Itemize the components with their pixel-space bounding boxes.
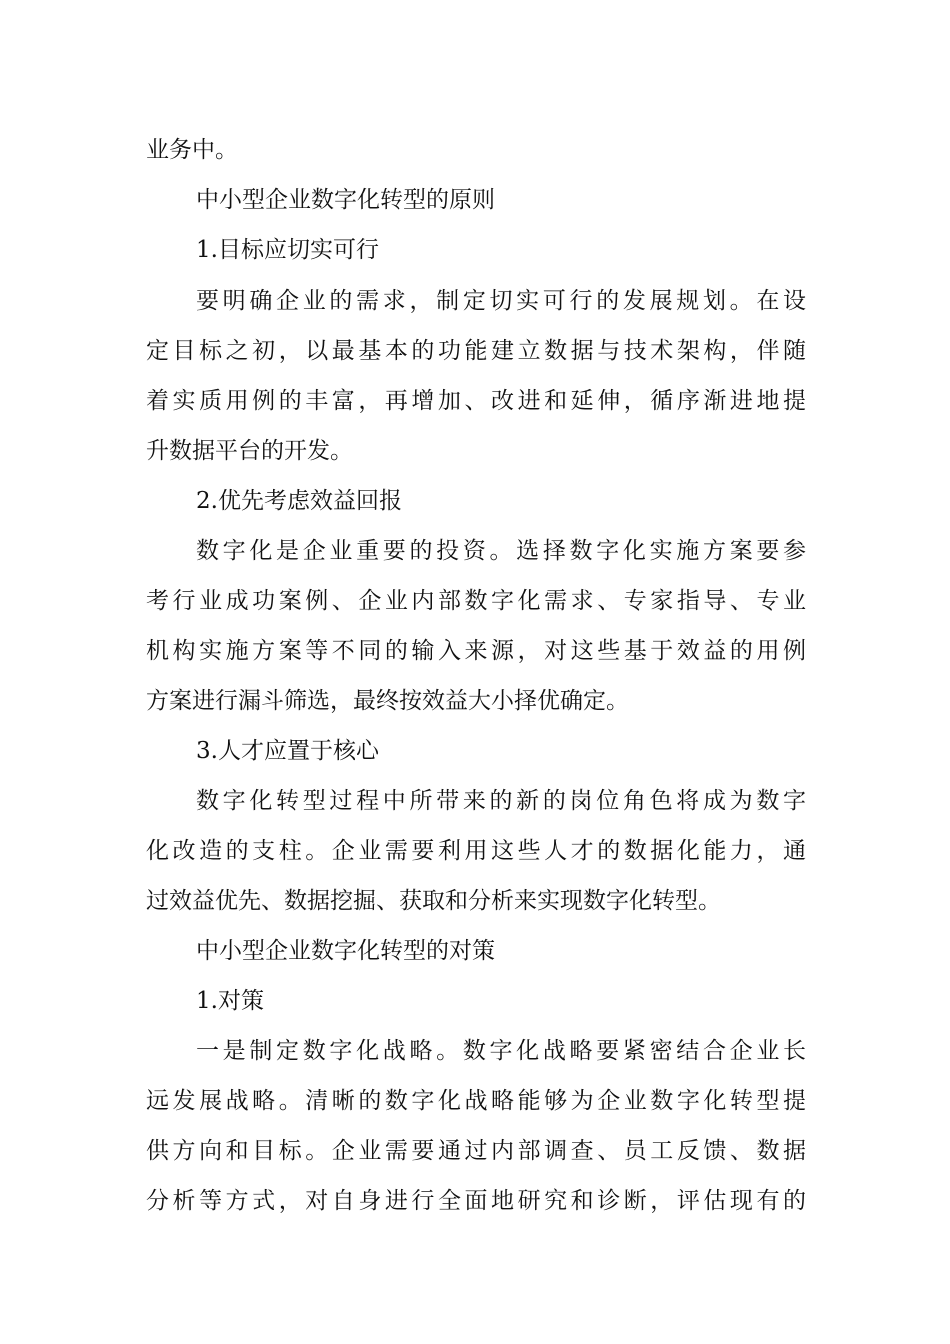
paragraph-line: 升数据平台的开发。 [146, 438, 353, 464]
text-line: 业务中。 [146, 137, 238, 163]
paragraph-line: 过效益优先、数据挖掘、获取和分析来实现数字化转型。 [146, 888, 721, 914]
paragraph-line: 方案进行漏斗筛选，最终按效益大小择优确定。 [146, 688, 629, 714]
section-heading: 中小型企业数字化转型的对策 [196, 938, 495, 964]
paragraph-line: 着实质用例的丰富，再增加、改进和延伸，循序渐进地提 [146, 388, 806, 414]
paragraph-line: 要明确企业的需求，制定切实可行的发展规划。在设 [196, 288, 806, 314]
subheading: 1.对策 [196, 988, 264, 1014]
paragraph-line: 考行业成功案例、企业内部数字化需求、专家指导、专业 [146, 588, 806, 614]
paragraph-line: 供方向和目标。企业需要通过内部调查、员工反馈、数据 [146, 1138, 806, 1164]
paragraph-line: 数字化是企业重要的投资。选择数字化实施方案要参 [196, 538, 806, 564]
paragraph-line: 机构实施方案等不同的输入来源，对这些基于效益的用例 [146, 638, 806, 664]
paragraph-line: 远发展战略。清晰的数字化战略能够为企业数字化转型提 [146, 1088, 806, 1114]
paragraph-line: 分析等方式，对自身进行全面地研究和诊断，评估现有的 [146, 1188, 806, 1214]
subheading: 1.目标应切实可行 [196, 237, 379, 263]
paragraph-line: 数字化转型过程中所带来的新的岗位角色将成为数字 [196, 788, 806, 814]
paragraph-line: 化改造的支柱。企业需要利用这些人才的数据化能力，通 [146, 838, 806, 864]
paragraph-line: 一是制定数字化战略。数字化战略要紧密结合企业长 [196, 1038, 806, 1064]
paragraph-line: 定目标之初，以最基本的功能建立数据与技术架构，伴随 [146, 338, 806, 364]
section-heading: 中小型企业数字化转型的原则 [196, 187, 495, 213]
subheading: 3.人才应置于核心 [196, 738, 379, 764]
subheading: 2.优先考虑效益回报 [196, 488, 402, 514]
